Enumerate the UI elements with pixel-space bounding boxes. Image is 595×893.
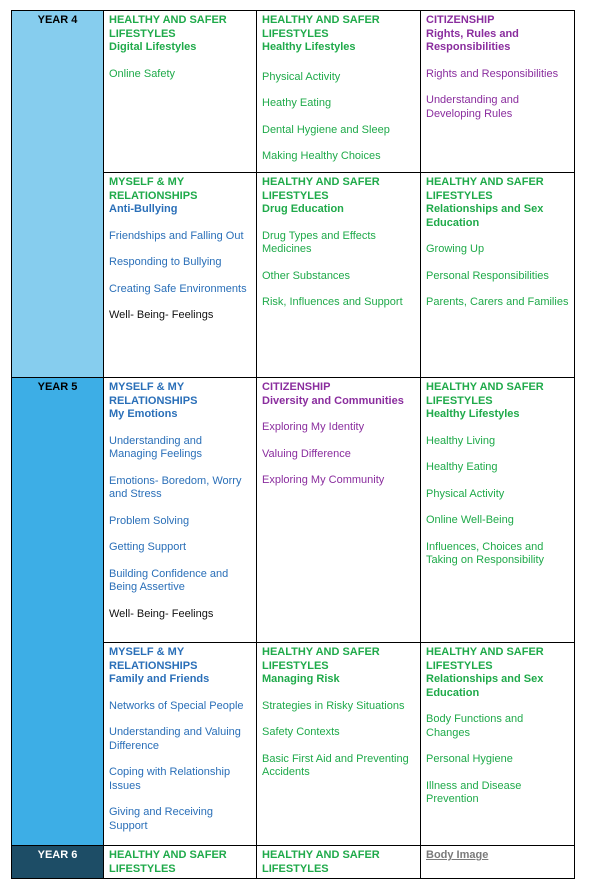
year-5-label: YEAR 5: [12, 378, 104, 846]
list-item: Growing Up: [426, 243, 485, 255]
subtopic-heading: Relationships and Sex Education: [426, 673, 544, 699]
topic-heading: RELATIONSHIPS: [109, 659, 198, 672]
list-item: Strategies in Risky Situations: [262, 699, 405, 712]
list-item: Personal Hygiene: [426, 753, 513, 765]
cell-y4-drug-education: [257, 173, 421, 378]
cell-y4-anti-bullying: [104, 173, 257, 378]
subtopic-heading: Healthy Lifestyles: [426, 408, 520, 420]
topic-heading: MYSELF & MY: [109, 176, 185, 188]
topic-heading: Body Image: [426, 849, 489, 861]
cell-y4-digital-lifestyles: [104, 11, 257, 173]
topic-heading: LIFESTYLES: [426, 394, 493, 407]
list-item: Risk, Influences and Support: [262, 296, 403, 308]
subtopic-heading: Relationships and Sex Education: [426, 203, 544, 229]
subtopic-heading: Responsibilities: [426, 41, 511, 53]
list-item: Coping with Relationship Issues: [109, 766, 231, 792]
list-item: Rights and Responsibilities: [426, 67, 559, 80]
cell-y4-rse: [421, 173, 575, 378]
year-4-label: YEAR 4: [12, 11, 104, 378]
curriculum-table: [11, 10, 574, 879]
topic-heading: HEALTHY AND SAFER: [426, 176, 544, 188]
cell-y5-my-emotions: [104, 378, 257, 643]
topic-heading: HEALTHY AND SAFER: [262, 646, 380, 658]
cell-y6-col1: [104, 846, 257, 879]
subtopic-heading: Digital Lifestyles: [109, 41, 197, 53]
list-item: Body Functions and Changes: [426, 713, 524, 739]
cell-y5-family-friends: [104, 643, 257, 846]
list-item: Physical Activity: [262, 70, 341, 83]
topic-heading: LIFESTYLES: [262, 189, 329, 202]
subtopic-heading: Anti-Bullying: [109, 203, 178, 215]
list-item: Making Healthy Choices: [262, 150, 381, 162]
list-item: Physical Activity: [426, 487, 505, 500]
cell-y6-col3: [421, 846, 575, 879]
list-item: Parents, Carers and Families: [426, 296, 569, 308]
list-item: Creating Safe Environments: [109, 282, 247, 295]
list-item: Valuing Difference: [262, 447, 351, 460]
cell-y5-healthy-lifestyles: [421, 378, 575, 643]
topic-heading: MYSELF & MY: [109, 646, 185, 658]
list-item: Understanding and Developing Rules: [426, 94, 519, 120]
cell-y6-col2: [257, 846, 421, 879]
wellbeing-item: Well- Being- Feelings: [109, 309, 214, 321]
topic-heading: CITIZENSHIP: [426, 14, 495, 26]
subtopic-heading: Healthy Lifestyles: [262, 41, 356, 53]
topic-heading: LIFESTYLES: [426, 659, 493, 672]
subtopic-heading: Drug Education: [262, 203, 344, 215]
list-item: Basic First Aid and Preventing Accidents: [262, 752, 409, 778]
topic-heading: HEALTHY AND SAFER: [109, 14, 227, 26]
list-item: Responding to Bullying: [109, 256, 222, 268]
cell-y5-diversity: [257, 378, 421, 643]
list-item: Other Substances: [262, 269, 351, 282]
subtopic-heading: Managing Risk: [262, 673, 340, 685]
cell-y4-citizenship: [421, 11, 575, 173]
list-item: Exploring My Community: [262, 474, 385, 486]
list-item: Problem Solving: [109, 514, 190, 527]
cell-y4-healthy-lifestyles: [257, 11, 421, 173]
list-item: Online Safety: [109, 67, 176, 80]
topic-heading: HEALTHY AND SAFER: [262, 176, 380, 188]
topic-heading: HEALTHY AND SAFER: [426, 381, 544, 393]
list-item: Exploring My Identity: [262, 421, 365, 433]
topic-heading: CITIZENSHIP: [262, 381, 331, 393]
topic-heading: RELATIONSHIPS: [109, 394, 198, 407]
list-item: Heathy Eating: [262, 97, 332, 109]
cell-y5-managing-risk: [257, 643, 421, 846]
subtopic-heading: Rights, Rules and: [426, 27, 519, 40]
list-item: Building Confidence and Being Assertive: [109, 567, 229, 593]
list-item: Dental Hygiene and Sleep: [262, 123, 390, 136]
list-item: Understanding and Valuing Difference: [109, 726, 241, 752]
subtopic-heading: My Emotions: [109, 408, 178, 420]
topic-heading: LIFESTYLES: [109, 27, 176, 40]
list-item: Giving and Receiving Support: [109, 806, 213, 832]
topic-heading: HEALTHY AND SAFER: [262, 14, 380, 26]
topic-heading: HEALTHY AND SAFER: [426, 646, 544, 658]
list-item: Online Well-Being: [426, 514, 514, 526]
topic-heading: LIFESTYLES: [262, 659, 329, 672]
list-item: Safety Contexts: [262, 726, 340, 738]
list-item: Drug Types and Effects Medicines: [262, 229, 376, 255]
topic-heading: LIFESTYLES: [262, 27, 329, 40]
wellbeing-item: Well- Being- Feelings: [109, 607, 214, 620]
list-item: Understanding and Managing Feelings: [109, 434, 202, 460]
topic-heading: HEALTHY AND SAFER: [109, 849, 227, 861]
list-item: Personal Responsibilities: [426, 269, 549, 282]
list-item: Illness and Disease Prevention: [426, 779, 522, 805]
topic-heading: MYSELF & MY: [109, 381, 185, 393]
list-item: Networks of Special People: [109, 699, 244, 712]
cell-y5-rse: [421, 643, 575, 846]
topic-heading: LIFESTYLES: [109, 862, 176, 875]
list-item: Influences, Choices and Taking on Responsibility: [426, 540, 545, 566]
list-item: Healthy Living: [426, 434, 496, 447]
list-item: Emotions- Boredom, Worry and Stress: [109, 474, 242, 500]
list-item: Friendships and Falling Out: [109, 229, 244, 242]
subtopic-heading: Family and Friends: [109, 673, 210, 685]
subtopic-heading: Diversity and Communities: [262, 394, 404, 407]
topic-heading: HEALTHY AND SAFER: [262, 849, 380, 861]
topic-heading: LIFESTYLES: [262, 862, 329, 875]
list-item: Healthy Eating: [426, 461, 498, 473]
topic-heading: LIFESTYLES: [426, 189, 493, 202]
topic-heading: RELATIONSHIPS: [109, 189, 198, 202]
list-item: Getting Support: [109, 541, 187, 553]
year-6-label: YEAR 6: [12, 846, 104, 879]
